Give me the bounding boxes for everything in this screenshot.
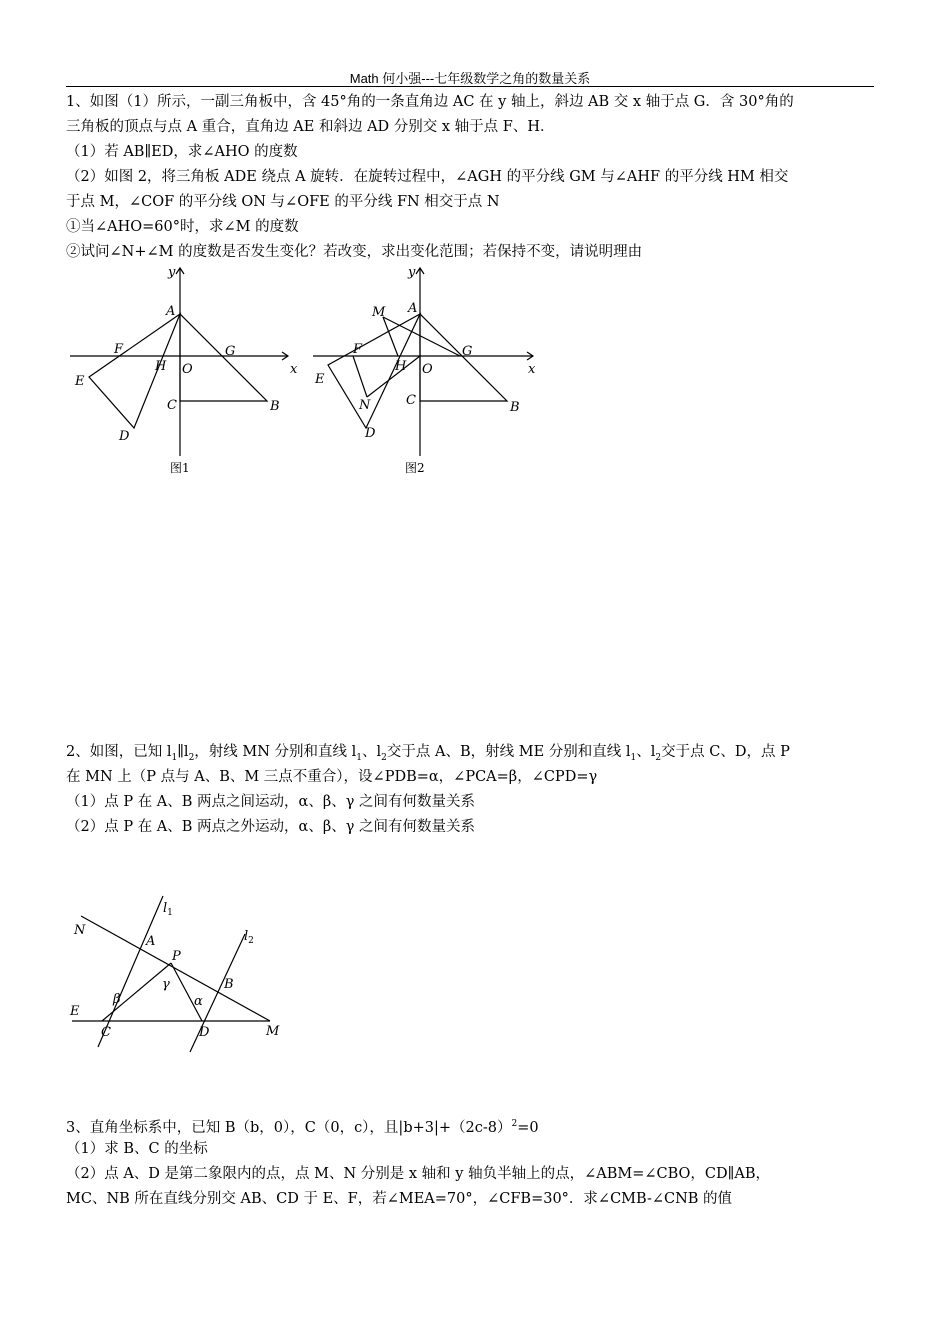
- q2-part1: （1）点 P 在 A、B 两点之间运动，α、β、γ 之间有何数量关系: [66, 794, 475, 810]
- fig1-label-D: D: [119, 429, 130, 444]
- fig3-label-B: B: [224, 977, 234, 992]
- q2-line1-f: 、l: [636, 744, 656, 760]
- fig3-label-l1: $l_1$: [163, 901, 173, 918]
- fig3-label-E: E: [70, 1004, 80, 1019]
- fig2-caption: 图2: [405, 461, 425, 475]
- fig2-label-A: A: [408, 301, 418, 316]
- fig2-label-G: G: [462, 344, 473, 359]
- fig3-label-alpha: α: [194, 994, 203, 1009]
- fig3-line-MN: [81, 916, 270, 1021]
- q2-line1-sub1: 1: [171, 752, 178, 763]
- fig2-label-y: y: [408, 265, 416, 280]
- fig2-label-x: x: [528, 362, 536, 377]
- fig3-label-N: N: [74, 923, 86, 938]
- q3-part1: （1）求 B、C 的坐标: [66, 1141, 208, 1157]
- q3-part2b: MC、NB 所在直线分别交 AB、CD 于 E、F，若∠MEA=70°，∠CFB=30°．求∠CMB-∠CNB 的值: [66, 1191, 733, 1207]
- q1-part2a: （2）如图 2，将三角板 ADE 绕点 A 旋转．在旋转过程中，∠AGH 的平分线 GM 与∠AHF 的平分线 HM 相交: [66, 169, 789, 185]
- fig2-label-E: E: [315, 372, 325, 387]
- fig3-label-l2: $l_2$: [244, 929, 254, 946]
- fig1-label-G: G: [225, 344, 236, 359]
- fig3-label-D: D: [199, 1025, 210, 1040]
- fig3-label-gamma: γ: [162, 977, 170, 992]
- fig1-label-y: y: [168, 265, 176, 280]
- q2-line1-c: ，射线 MN 分别和直线 l: [194, 744, 357, 760]
- fig2-label-N: N: [359, 398, 371, 413]
- q3-line1-sup: 2: [511, 1119, 518, 1129]
- fig2-label-H: H: [395, 359, 407, 374]
- fig1-caption: 图1: [170, 461, 190, 475]
- q3-line1-end: =0: [517, 1119, 539, 1136]
- q1-part1: （1）若 AB∥ED，求∠AHO 的度数: [66, 144, 298, 160]
- q1-sub2: ②试问∠N+∠M 的度数是否发生变化？若改变，求出变化范围；若保持不变，请说明理由: [66, 244, 643, 260]
- fig3-line-PD: [171, 963, 202, 1021]
- q2-line1-sub3: 1: [356, 752, 363, 763]
- q2-line1-d: 、l: [362, 744, 382, 760]
- fig1-label-C: C: [167, 398, 177, 413]
- q3-line1-text: 3、直角坐标系中，已知 B（b，0），C（0，c），且|b+3|+（2c-8）: [66, 1119, 512, 1136]
- page-header: Math 何小强---七年级数学之角的数量关系: [349, 71, 591, 86]
- q2-line1-e: 交于点 A、B，射线 ME 分别和直线 l: [386, 744, 631, 760]
- fig2-label-O: O: [422, 362, 433, 377]
- q2-line1-g: 交于点 C、D，点 P: [661, 744, 790, 760]
- q1-sub1: ①当∠AHO=60°时，求∠M 的度数: [66, 219, 299, 235]
- q2-line1-sub4: 2: [381, 752, 387, 763]
- fig1-label-B: B: [270, 399, 280, 414]
- fig3-label-A: A: [146, 934, 156, 949]
- fig1-label-x: x: [290, 362, 298, 377]
- fig3-label-C: C: [101, 1025, 111, 1040]
- q2-part2: （2）点 P 在 A、B 两点之外运动，α、β、γ 之间有何数量关系: [66, 819, 475, 835]
- fig1-label-F: F: [114, 342, 124, 357]
- q2-line2: 在 MN 上（P 点与 A、B、M 三点不重合），设∠PDB=α，∠PCA=β，∠CPD=γ: [66, 769, 598, 785]
- q2-line1-sub2: 2: [188, 752, 195, 763]
- fig3-label-M: M: [266, 1024, 280, 1039]
- fig1-label-O: O: [182, 362, 193, 377]
- q2-line1-sub6: 2: [655, 752, 662, 763]
- fig2-label-M: M: [372, 305, 386, 320]
- q2-line1-sub5: 1: [630, 752, 637, 763]
- fig1-label-H: H: [155, 359, 167, 374]
- q2-line1-a: 2、如图，已知 l: [66, 744, 172, 760]
- q1-line1: 1、如图（1）所示，一副三角板中，含 45°角的一条直角边 AC 在 y 轴上，斜边 AB 交 x 轴于点 G．含 30°角的: [66, 94, 794, 110]
- fig3-label-beta: β: [113, 992, 121, 1007]
- q1-line2: 三角板的顶点与点 A 重合，直角边 AE 和斜边 AD 分别交 x 轴于点 F、H．: [66, 119, 555, 135]
- fig1-label-A: A: [166, 304, 176, 319]
- q1-part2b: 于点 M，∠COF 的平分线 ON 与∠OFE 的平分线 FN 相交于点 N: [66, 194, 500, 210]
- fig2-label-C: C: [406, 393, 416, 408]
- fig1-label-E: E: [75, 374, 85, 389]
- fig2-label-F: F: [353, 342, 363, 357]
- fig3-label-P: P: [172, 949, 181, 964]
- q2-line1-b: ∥l: [177, 744, 189, 760]
- q3-part2a: （2）点 A、D 是第二象限内的点，点 M、N 分别是 x 轴和 y 轴负半轴上的点，∠ABM=∠CBO，CD∥AB，: [66, 1166, 770, 1182]
- fig2-label-D: D: [365, 426, 376, 441]
- fig2-label-B: B: [510, 400, 520, 415]
